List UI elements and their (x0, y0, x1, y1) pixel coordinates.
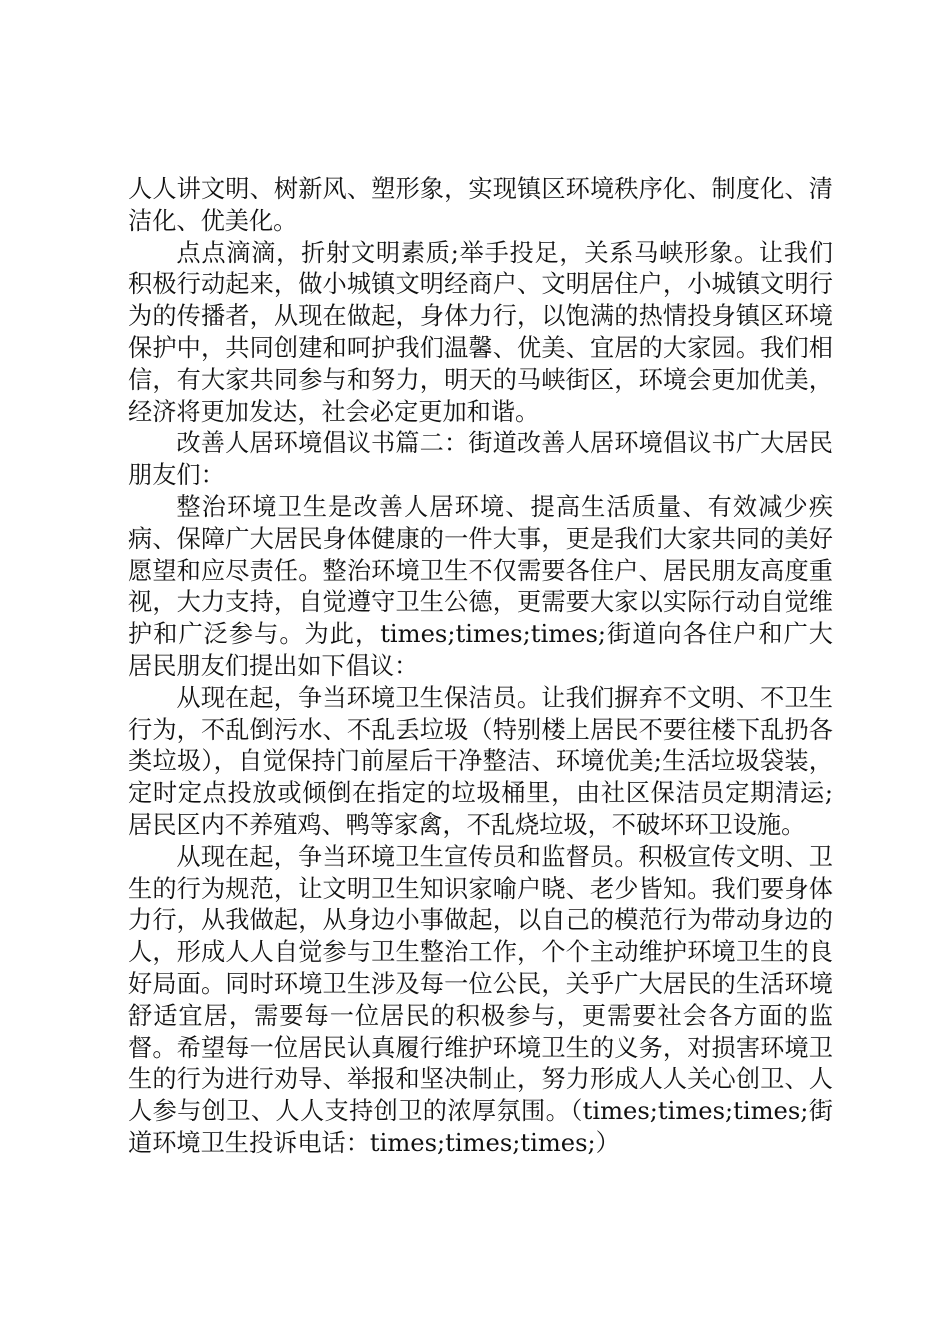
paragraph-introduction: 整治环境卫生是改善人居环境、提高生活质量、有效减少疾病、保障广大居民身体健康的一件大事，更是我们大家共同的美好愿望和应尽责任。整治环境卫生不仅需要各住户、居民朋友高度重视，大力支持，自觉遵守卫生公德，更需要大家以实际行动自觉维护和广泛参与。为此，times;times;times;街道向各住户和广大居民朋友们提出如下倡议： (128, 492, 833, 680)
paragraph-cleaner-proposal: 从现在起，争当环境卫生保洁员。让我们摒弃不文明、不卫生行为，不乱倒污水、不乱丢垃圾（特别楼上居民不要往楼下乱扔各类垃圾），自觉保持门前屋后干净整洁、环境优美;生活垃圾袋装，定时定点投放或倾倒在指定的垃圾桶里，由社区保洁员定期清运;居民区内不养殖鸡、鸭等家禽，不乱烧垃圾，不破坏环卫设施。 (128, 683, 833, 839)
paragraph-continuation: 人人讲文明、树新风、塑形象，实现镇区环境秩序化、制度化、清洁化、优美化。 (128, 175, 833, 235)
document-page (128, 174, 833, 1160)
paragraph-section-heading: 改善人居环境倡议书篇二：街道改善人居环境倡议书广大居民朋友们： (128, 429, 833, 490)
paragraph-supervisor-proposal: 从现在起，争当环境卫生宣传员和监督员。积极宣传文明、卫生的行为规范，让文明卫生知识家喻户晓、老少皆知。我们要身体力行，从我做起，从身边小事做起，以自己的模范行为带动身边的人，形成人人自觉参与卫生整治工作，个个主动维护环境卫生的良好局面。同时环境卫生涉及每一位公民，关乎广大居民的生活环境舒适宜居，需要每一位居民的积极参与，更需要社会各方面的监督。希望每一位居民认真履行维护环境卫生的义务，对损害环境卫生的行为进行劝导、举报和坚决制止，努力形成人人关心创卫、人人参与创卫、人人支持创卫的浓厚氛围。（times;times;times;街道环境卫生投诉电话：times;times;times;） (128, 842, 833, 1157)
paragraph-call-to-action: 点点滴滴，折射文明素质;举手投足，关系马峡形象。让我们积极行动起来，做小城镇文明经商户、文明居住户，小城镇文明行为的传播者，从现在做起，身体力行，以饱满的热情投身镇区环境保护中，共同创建和呵护我们温馨、优美、宜居的大家园。我们相信，有大家共同参与和努力，明天的马峡街区，环境会更加优美，经济将更加发达，社会必定更加和谐。 (128, 238, 833, 426)
